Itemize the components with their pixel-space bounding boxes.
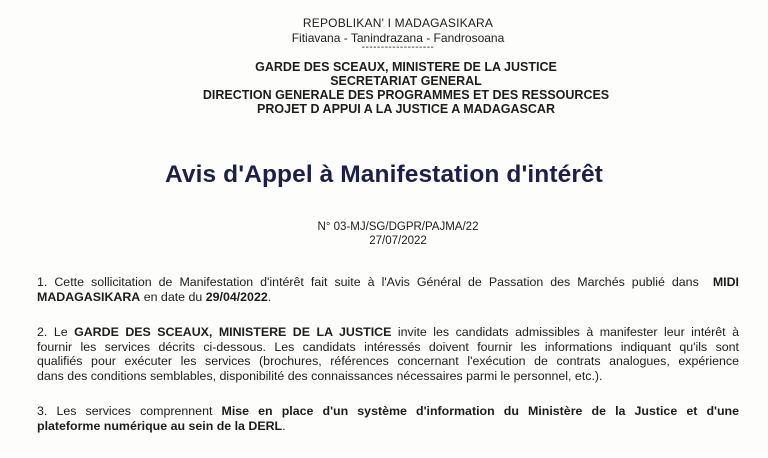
ministry-name: GARDE DES SCEAUX, MINISTERE DE LA JUSTICE (255, 60, 557, 74)
secretariat-name: SECRETARIAT GENERAL (330, 74, 482, 88)
document-title: Avis d'Appel à Manifestation d'intérêt (165, 161, 603, 188)
publication-date: 29/04/2022 (205, 289, 268, 304)
republic-name: REPOBLIKAN' I MADAGASIKARA (302, 16, 494, 30)
paragraph-2-line-3: qualifiés pour exécuter les services (brochures, références concernant l'exécution de contrats analogues, expérience (37, 354, 739, 368)
reference-number: N° 03-MJ/SG/DGPR/PAJMA/22 (317, 221, 479, 233)
services-subject-line-2: plateforme numérique au sein de la DERL (37, 418, 283, 433)
paragraph-2-line-1-rest: invite les candidats admissibles à manifester leur intérêt à (391, 325, 739, 339)
directorate-name: DIRECTION GENERALE DES PROGRAMMES ET DES RESSOURCES (202, 88, 610, 102)
paragraph-1-text: 1. Cette sollicitation de Manifestation d'intérêt fait suite à l'Avis Général de Passation des Marchés publié dans (37, 275, 699, 289)
paragraph-2-line-1 (37, 325, 739, 340)
contracting-entity: GARDE DES SCEAUX, MINISTERE DE LA JUSTICE (74, 325, 392, 339)
paragraph-2-prefix: 2. Le (37, 325, 75, 339)
paragraph-1-line-2 (37, 290, 739, 305)
paragraph-3-end: . (282, 418, 286, 433)
newspaper-name-part-2: MADAGASIKARA (37, 289, 141, 304)
paragraph-3-prefix: 3. Les services comprennent (37, 404, 222, 418)
paragraph-3-line-1 (37, 404, 739, 419)
project-name: PROJET D APPUI A LA JUSTICE A MADAGASCAR (257, 102, 555, 116)
paragraph-3 (37, 404, 739, 433)
paragraph-2-line-2: fournir les services décrits ci-dessous. Les candidats intéressés doivent fournir les informations indiquant qu'ils sont (37, 339, 739, 354)
reference-date: 27/07/2022 (369, 235, 427, 247)
national-motto: Fitiavana - Tanindrazana - Fandrosoana (291, 31, 505, 45)
paragraph-3-line-2 (37, 419, 739, 434)
paragraph-1-end: . (267, 289, 272, 304)
services-subject-line-1: Mise en place d'un système d'information du Ministère de la Justice et d'une (221, 404, 739, 418)
paragraph-2 (37, 325, 739, 383)
paragraph-1 (37, 275, 739, 304)
newspaper-name-part-1: MIDI (712, 275, 739, 289)
header-separator: ------------------- (361, 42, 435, 53)
paragraph-2-line-4: dans des conditions semblables, disponibilité des connaissances nécessaires parmi le personnel, etc.). (37, 368, 603, 383)
date-prefix: en date du (140, 289, 206, 304)
paragraph-1-line-1 (37, 275, 739, 290)
